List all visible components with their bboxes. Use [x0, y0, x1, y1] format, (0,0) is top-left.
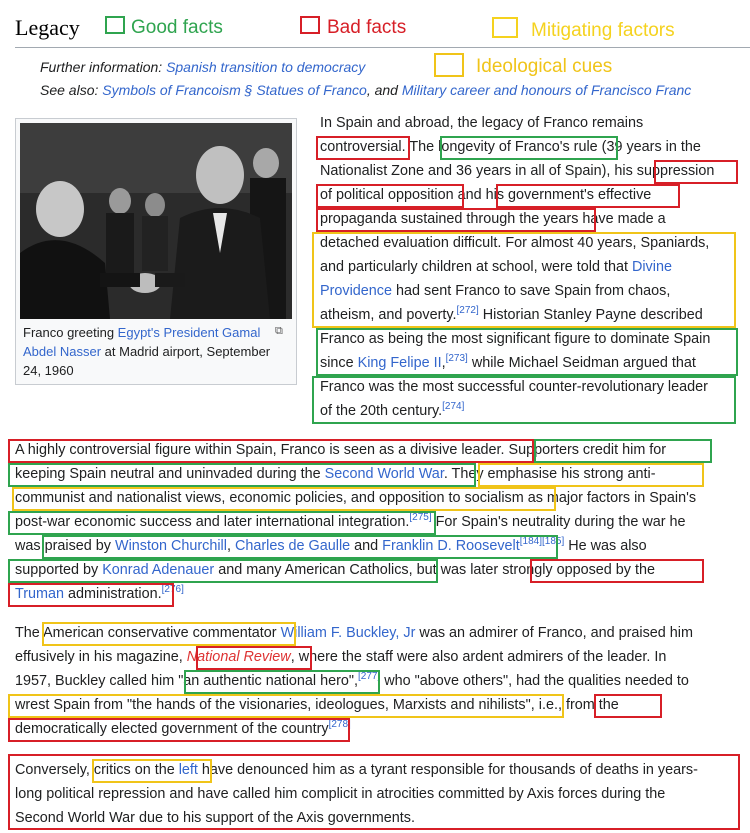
hatnote-see-also	[40, 80, 691, 100]
text: longevity of Franco's rule	[438, 139, 598, 155]
text: have made a	[578, 211, 666, 227]
p4-line-2: long political repression and have called him complicit in atrocities committed by Axis forces during the	[15, 786, 666, 802]
p4-line-3: Second World War due to his support of the Axis governments.	[15, 810, 415, 826]
link-national-review[interactable]: National Review	[186, 649, 291, 665]
text: . They emphasise his strong anti-	[443, 466, 656, 482]
text: but was later	[412, 562, 503, 578]
ref-275[interactable]: [275]	[409, 512, 432, 524]
text: Historian Stanley Payne described	[478, 307, 703, 323]
link-nasser-2[interactable]: Abdel Nasser	[23, 344, 102, 359]
text: , i.e.,	[530, 697, 566, 713]
text: wrest Spain from "the hands of the visionaries, ideologues, Marxists and nihilists"	[15, 697, 531, 713]
photo-franco-nasser[interactable]	[20, 123, 292, 319]
link-winston-churchill[interactable]: Winston Churchill	[114, 538, 227, 554]
text: communist and nationalist views, economic policies, and opposition to socialism	[15, 490, 524, 506]
hatnote-further-information	[40, 57, 365, 77]
text: "an authentic national hero"	[178, 673, 355, 689]
hatnote-prefix: See also:	[40, 82, 99, 98]
text: from the	[565, 697, 619, 713]
legend-bad-label: Bad facts	[327, 17, 407, 38]
legend-mitigating-swatch	[492, 17, 518, 38]
link-william-buckley[interactable]: William F. Buckley, Jr	[280, 625, 416, 641]
text: suppression	[636, 163, 715, 179]
text: of the 20th century.	[320, 403, 443, 419]
hatnote-prefix: Further information:	[40, 59, 163, 75]
p1-line-4	[320, 183, 651, 207]
text: strongly opposed by the	[502, 562, 656, 578]
p1-line-6: detached evaluation difficult. For almost 40 years, Spaniards,	[320, 235, 710, 251]
text: democratically elected government of the country	[15, 721, 329, 737]
p1-line-5	[320, 207, 666, 231]
text: atheism, and poverty.	[320, 307, 457, 323]
p2-line-2	[15, 462, 656, 486]
ref-274[interactable]: [274]	[442, 401, 465, 413]
ref-276[interactable]: [276]	[161, 584, 184, 596]
text: post-war economic success and later international integration.	[15, 514, 410, 530]
text: of political opposition	[320, 187, 454, 203]
caption-text: 24, 1960	[23, 363, 74, 378]
text: Conversely,	[15, 762, 94, 778]
heading-divider	[15, 47, 750, 48]
text: ,	[354, 673, 359, 689]
p1-line-7	[320, 255, 672, 279]
p4-line-1	[15, 758, 698, 782]
text: since	[320, 355, 358, 371]
link-left[interactable]: left	[178, 762, 198, 778]
p1-line-8	[320, 279, 670, 303]
ref-272[interactable]: [272]	[456, 305, 479, 317]
text: was praised by	[15, 538, 115, 554]
hatnote-conjunction: , and	[366, 82, 398, 98]
link-truman[interactable]: Truman	[15, 586, 65, 602]
link-providence[interactable]: Providence	[320, 283, 392, 299]
p3-line-2	[15, 645, 666, 669]
legend-ideological-swatch	[434, 53, 464, 77]
caption-text: at Madrid airport, September	[101, 344, 271, 359]
text: A highly controversial figure within Spain, Franco is seen as a divisive leader.	[15, 442, 505, 458]
text: American conservative commentator	[43, 625, 277, 641]
image-caption	[23, 323, 291, 380]
link-military-career[interactable]: Military career and honours of Francisco Franc	[401, 82, 692, 98]
legend-bad-swatch	[300, 16, 320, 34]
text: Nationalist Zone and 36 years in all of Spain), his	[320, 163, 637, 179]
p2-line-1	[15, 438, 666, 462]
text: was an admirer of Franco, and praised him	[415, 625, 693, 641]
text: , where the staff were also ardent admirers of the leader. In	[290, 649, 667, 665]
link-nasser[interactable]: Egypt's President Gamal	[117, 325, 261, 340]
enlarge-icon[interactable]: ⧉	[275, 325, 283, 337]
text: and	[350, 538, 383, 554]
image-thumbnail	[15, 118, 297, 385]
text: had sent Franco to save Spain from chaos,	[392, 283, 671, 299]
text: and particularly children at school, were told that	[320, 259, 632, 275]
text: supported by	[15, 562, 103, 578]
section-title: Legacy	[15, 15, 80, 40]
text: critics on the	[93, 762, 179, 778]
text: (39 years in the	[597, 139, 701, 155]
link-divine-providence[interactable]: Divine	[631, 259, 672, 275]
p2-line-4	[15, 510, 686, 534]
p3-line-4	[15, 693, 619, 717]
ref-184-185[interactable]: [184][185]	[519, 536, 565, 548]
text: who "above others", had the qualities needed to	[380, 673, 689, 689]
text: administration.	[64, 586, 162, 602]
p1-line-11	[320, 351, 696, 375]
legend-ideological-label: Ideological cues	[476, 56, 613, 77]
text: He was also	[564, 538, 647, 554]
link-konrad-adenauer[interactable]: Konrad Adenauer	[102, 562, 215, 578]
text: 1957, Buckley called him	[15, 673, 179, 689]
p2-line-3	[15, 486, 696, 510]
link-felipe-ii[interactable]: King Felipe II	[357, 355, 442, 371]
legend-good-label: Good facts	[131, 17, 223, 38]
link-franklin-roosevelt[interactable]: Franklin D. Roosevelt	[382, 538, 520, 554]
text: propaganda sustained through the years	[320, 211, 579, 227]
text: have denounced him as a tyrant responsible for thousands of deaths in years-	[197, 762, 698, 778]
p3-line-1	[15, 621, 693, 645]
text: The	[15, 625, 44, 641]
text: ,	[226, 538, 235, 554]
text: For Spain's neutrality during the war he	[431, 514, 686, 530]
caption-text: Franco greeting	[23, 325, 118, 340]
legend-good-swatch	[105, 16, 125, 34]
text: while Michael Seidman argued that	[467, 355, 696, 371]
text: ,	[441, 355, 446, 371]
legend-mitigating-label: Mitigating factors	[531, 20, 675, 41]
link-charles-de-gaulle[interactable]: Charles de Gaulle	[234, 538, 351, 554]
text: and	[453, 187, 486, 203]
p2-line-7	[15, 582, 184, 606]
text: his government's effective	[485, 187, 652, 203]
p3-line-3	[15, 669, 689, 693]
p1-line-12: Franco was the most successful counter-revolutionary leader	[320, 379, 708, 395]
text: effusively in his magazine,	[15, 649, 187, 665]
text: and many American Catholics,	[214, 562, 413, 578]
text: as major factors in Spain's	[523, 490, 697, 506]
p1-line-10: Franco as being the most significant figure to dominate Spain	[320, 331, 711, 347]
link-symbols-of-francoism[interactable]: Symbols of Francoism § Statues of Franco	[102, 82, 367, 98]
text: controversial. The	[320, 139, 439, 155]
text: keeping Spain neutral and uninvaded during the	[15, 466, 325, 482]
p1-line-1: In Spain and abroad, the legacy of Franco remains	[320, 115, 644, 131]
link-spanish-transition[interactable]: Spanish transition to democracy	[166, 59, 366, 75]
ref-273[interactable]: [273]	[445, 353, 468, 365]
ref-277[interactable]: [277]	[358, 671, 381, 683]
p1-line-13	[320, 399, 464, 423]
p1-line-9	[320, 303, 703, 327]
link-second-world-war[interactable]: Second World War	[324, 466, 444, 482]
ref-278[interactable]: [278]	[328, 719, 351, 731]
p2-line-5	[15, 534, 647, 558]
text: Supporters credit him for	[504, 442, 667, 458]
p1-line-3	[320, 159, 714, 183]
p1-line-2	[320, 135, 701, 159]
p2-line-6	[15, 558, 655, 582]
p3-line-5	[15, 717, 351, 741]
